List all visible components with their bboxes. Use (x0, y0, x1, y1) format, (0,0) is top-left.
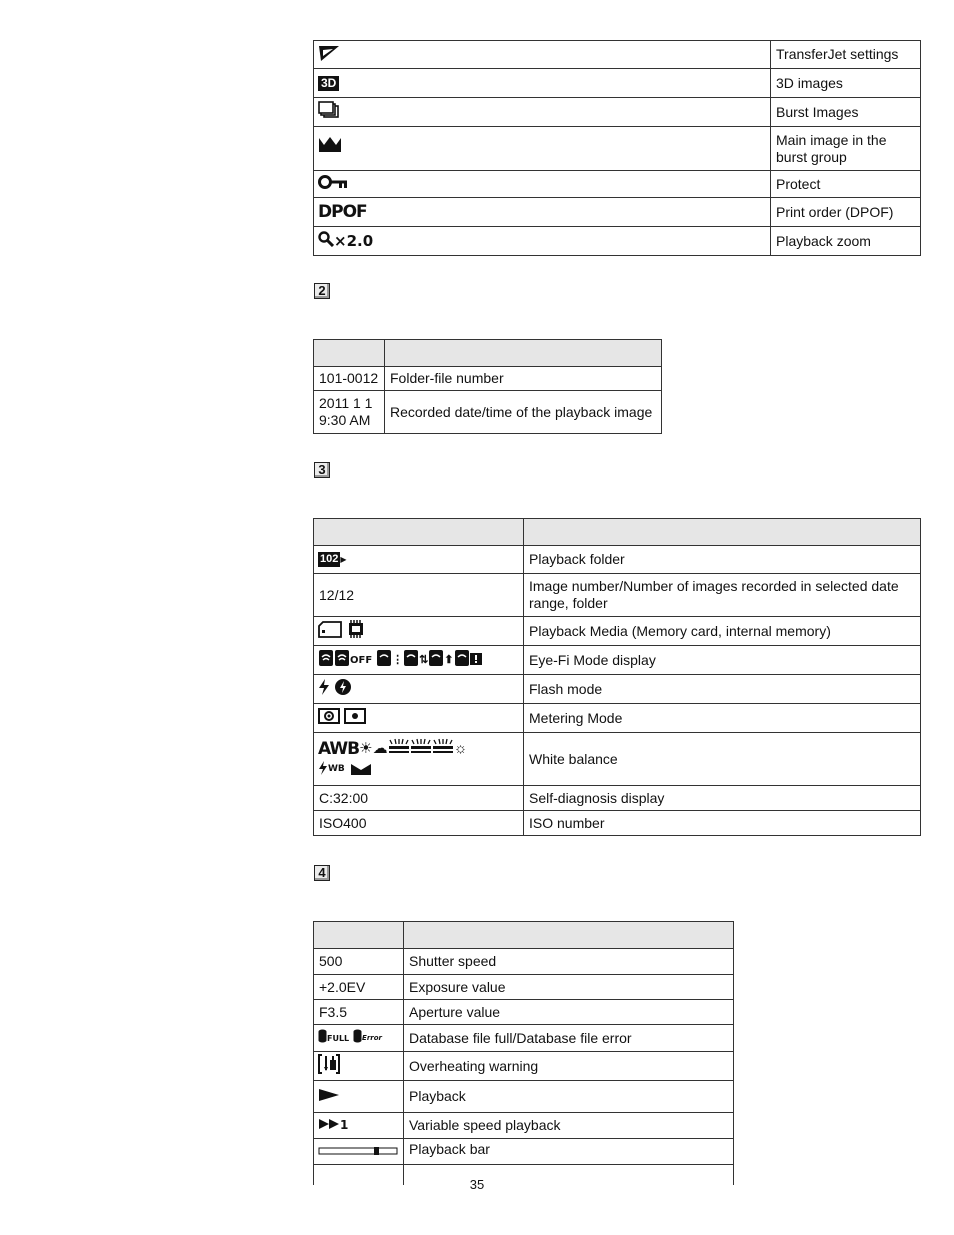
list-item: Metering Mode (524, 704, 921, 733)
table-row (314, 1000, 734, 1025)
list-item: Exposure value (404, 975, 734, 1000)
table-row (314, 975, 734, 1000)
zoom-icon (318, 231, 334, 251)
dpof-icon: DPOF (318, 201, 367, 222)
list-item: Playback bar (404, 1139, 734, 1165)
table-row (314, 198, 921, 227)
fluorescent-2-icon (410, 738, 432, 759)
table-row (314, 227, 921, 256)
table-row (314, 98, 921, 127)
fast-forward-icon (318, 1117, 340, 1134)
table-header-row (314, 340, 662, 367)
list-item: Variable speed playback (404, 1113, 734, 1139)
list-item: Playback folder (524, 546, 921, 574)
list-item: 3D images (771, 69, 921, 98)
memory-card-icon (318, 621, 342, 642)
list-item: Recorded date/time of the playback image (385, 391, 662, 434)
table-row (314, 704, 921, 733)
table-section-3 (313, 518, 921, 836)
list-item: 2011 1 1 9:30 AM (314, 391, 385, 434)
list-item: F3.5 (314, 1000, 404, 1025)
burst-icon (318, 101, 340, 123)
play-icon (318, 1088, 340, 1106)
list-item: Database file full/Database file error (404, 1025, 734, 1052)
list-item: White balance (524, 733, 921, 786)
list-item: C:32:00 (314, 786, 524, 811)
list-item: Protect (771, 171, 921, 198)
up-arrow-icon: ⬆ (444, 653, 454, 666)
list-item: TransferJet settings (771, 41, 921, 69)
metering-spot-icon (344, 708, 366, 728)
error-badge-icon (470, 652, 482, 669)
flash-wb-icon (318, 760, 328, 781)
eyefi-send-icon (403, 649, 419, 671)
list-item: Burst Images (771, 98, 921, 127)
database-error-icon (353, 1029, 362, 1047)
playback-bar-icon (318, 1143, 398, 1160)
table-header-row (314, 922, 734, 949)
underwater-wb-icon (349, 760, 373, 781)
table-row (314, 646, 921, 675)
crown-icon (318, 135, 342, 157)
list-item: ISO400 (314, 811, 524, 836)
database-full-icon (318, 1029, 327, 1047)
page-number: 35 (469, 1177, 485, 1192)
table-row (314, 811, 921, 836)
wb-label: WB (328, 764, 345, 774)
table-row (314, 127, 921, 171)
list-item: Playback (404, 1081, 734, 1113)
table-row (314, 546, 921, 574)
section-number-2: 2 (314, 283, 330, 299)
list-item: Eye-Fi Mode display (524, 646, 921, 675)
table-row (314, 786, 921, 811)
table-row (314, 949, 734, 975)
eyefi-transfer-icon (376, 649, 392, 671)
overheat-icon (318, 1054, 340, 1078)
list-item: Folder-file number (385, 367, 662, 391)
key-icon (318, 174, 348, 194)
list-item: Playback Media (Memory card, internal memory) (524, 617, 921, 646)
eyefi-off-label: OFF (350, 654, 373, 666)
awb-icon: AWB (318, 738, 360, 759)
table-header-row (314, 519, 921, 546)
list-item: 500 (314, 949, 404, 975)
up-down-arrows-icon: ⇅ (419, 653, 429, 666)
eyefi-error-icon (454, 649, 470, 671)
table-section-2 (313, 339, 662, 434)
section-number-3: 3 (314, 462, 330, 478)
eyefi-off-icon (334, 649, 350, 671)
list-item: Flash mode (524, 675, 921, 704)
eyefi-upload-icon (428, 649, 444, 671)
3d-icon: 3D (318, 76, 339, 91)
sun-icon: ☀ (359, 739, 373, 757)
metering-multi-icon (318, 708, 340, 728)
list-item: Print order (DPOF) (771, 198, 921, 227)
folder-icon: 102 (320, 553, 339, 566)
list-item: Playback zoom (771, 227, 921, 256)
full-label: FULL (327, 1033, 350, 1043)
speed-label: 1 (340, 1118, 349, 1133)
dots-icon: ⋮ (392, 653, 404, 666)
list-item: Overheating warning (404, 1052, 734, 1081)
arrow-right-icon: ▶ (340, 555, 347, 565)
table-section-4 (313, 921, 734, 1185)
list-item: Aperture value (404, 1000, 734, 1025)
error-label: Error (362, 1033, 382, 1042)
list-item: Self-diagnosis display (524, 786, 921, 811)
list-item: Shutter speed (404, 949, 734, 975)
table-row (314, 574, 921, 617)
list-item: +2.0EV (314, 975, 404, 1000)
table-row (314, 1052, 734, 1081)
cloud-icon: ☁ (372, 739, 388, 757)
flash-icon (318, 678, 330, 700)
transferjet-icon (318, 44, 340, 66)
flash-off-icon (334, 678, 352, 700)
table-row (314, 1139, 734, 1165)
table-row (314, 1081, 734, 1113)
table-icons-1 (313, 40, 921, 256)
table-row (314, 733, 921, 786)
table-row (314, 675, 921, 704)
zoom-level-label: ×2.0 (334, 231, 374, 250)
fluorescent-1-icon (388, 738, 410, 759)
table-row (314, 41, 921, 69)
fluorescent-3-icon (432, 738, 454, 759)
list-item: 101-0012 (314, 367, 385, 391)
table-row (314, 1025, 734, 1052)
list-item: Image number/Number of images recorded in selected date range, folder (524, 574, 921, 617)
incandescent-icon: ☼ (453, 739, 468, 757)
table-row (314, 391, 662, 434)
table-row (314, 171, 921, 198)
table-row (314, 69, 921, 98)
section-number-4: 4 (314, 865, 330, 881)
table-row (314, 367, 662, 391)
list-item: ISO number (524, 811, 921, 836)
list-item: Main image in the burst group (771, 127, 921, 171)
list-item: 12/12 (314, 574, 524, 617)
eyefi-icon (318, 649, 334, 671)
table-row (314, 617, 921, 646)
table-row (314, 1113, 734, 1139)
internal-memory-icon (346, 620, 366, 642)
